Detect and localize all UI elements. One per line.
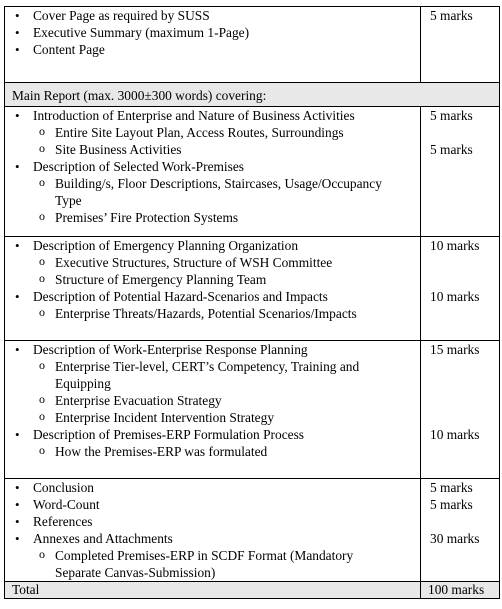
marks-value: 10 marks — [430, 427, 480, 442]
sub-list-item-continuation: Separate Canvas-Submission) — [55, 565, 216, 580]
content-cell — [5, 7, 421, 83]
section-header-row — [5, 83, 500, 107]
marks-value: 15 marks — [430, 342, 480, 357]
list-item: • Executive Summary (maximum 1-Page) — [5, 24, 420, 41]
marks-value: 5 marks — [430, 108, 473, 123]
marks-value: 30 marks — [430, 531, 480, 546]
list-item: • Description of Selected Work-Premises — [5, 158, 420, 175]
sub-list-item: o Building/s, Floor Descriptions, Staircases, Usage/Occupancy — [5, 175, 420, 192]
marks-cell — [421, 237, 500, 341]
section-header-cell — [5, 83, 500, 107]
sub-list-item: o Site Business Activities — [5, 141, 420, 158]
list-item: • Word-Count — [5, 496, 420, 513]
sub-list-item: o Executive Structures, Structure of WSH Committee — [5, 254, 420, 271]
list-item: • Description of Emergency Planning Organization — [5, 237, 420, 254]
total-row — [5, 582, 500, 599]
sub-list-item: o Completed Premises-ERP in SCDF Format (Mandatory — [5, 547, 420, 564]
total-label-cell — [5, 582, 421, 599]
marks-value: 10 marks — [430, 289, 480, 304]
content-cell — [5, 341, 421, 479]
marks-value: 5 marks — [430, 480, 473, 495]
sub-list-item: o Enterprise Incident Intervention Strategy — [5, 409, 420, 426]
list-item: • Description of Potential Hazard-Scenarios and Impacts — [5, 288, 420, 305]
rubric-table — [4, 6, 500, 599]
marks-value: 10 marks — [430, 238, 480, 253]
list-item: • Cover Page as required by SUSS — [5, 7, 420, 24]
table-row — [5, 107, 500, 237]
table-row — [5, 237, 500, 341]
marks-cell — [421, 107, 500, 237]
table-row — [5, 341, 500, 479]
sub-list-item: o Premises’ Fire Protection Systems — [5, 209, 420, 226]
list-item: • Conclusion — [5, 479, 420, 496]
list-item: • References — [5, 513, 420, 530]
marks-cell — [421, 7, 500, 83]
marks-value: 5 marks — [430, 497, 473, 512]
list-item: • Annexes and Attachments — [5, 530, 420, 547]
list-item: • Description of Premises-ERP Formulation Process — [5, 426, 420, 443]
sub-list-item: o Enterprise Evacuation Strategy — [5, 392, 420, 409]
marks-value: 5 marks — [430, 142, 473, 157]
marks-cell — [421, 341, 500, 479]
sub-list-item: o Structure of Emergency Planning Team — [5, 271, 420, 288]
sub-list-item-continuation: Type — [55, 193, 82, 208]
list-item: • Content Page — [5, 41, 420, 58]
section-title: Main Report (max. 3000±300 words) covering: — [12, 88, 267, 103]
table-row — [5, 7, 500, 83]
sub-list-item: o Entire Site Layout Plan, Access Routes, Surroundings — [5, 124, 420, 141]
content-cell — [5, 107, 421, 237]
marks-cell — [421, 479, 500, 582]
list-item: • Introduction of Enterprise and Nature of Business Activities — [5, 107, 420, 124]
content-cell — [5, 479, 421, 582]
content-cell — [5, 237, 421, 341]
list-item: • Description of Work-Enterprise Response Planning — [5, 341, 420, 358]
sub-list-item: o Enterprise Tier-level, CERT’s Competency, Training and — [5, 358, 420, 375]
sub-list-item: o Enterprise Threats/Hazards, Potential Scenarios/Impacts — [5, 305, 420, 322]
total-label: Total — [12, 582, 40, 597]
table-row — [5, 479, 500, 582]
sub-list-item-continuation: Equipping — [55, 376, 111, 391]
total-marks-cell — [421, 582, 500, 599]
sub-list-item: o How the Premises-ERP was formulated — [5, 443, 420, 460]
total-marks: 100 marks — [428, 582, 485, 597]
marks-value: 5 marks — [430, 8, 473, 23]
